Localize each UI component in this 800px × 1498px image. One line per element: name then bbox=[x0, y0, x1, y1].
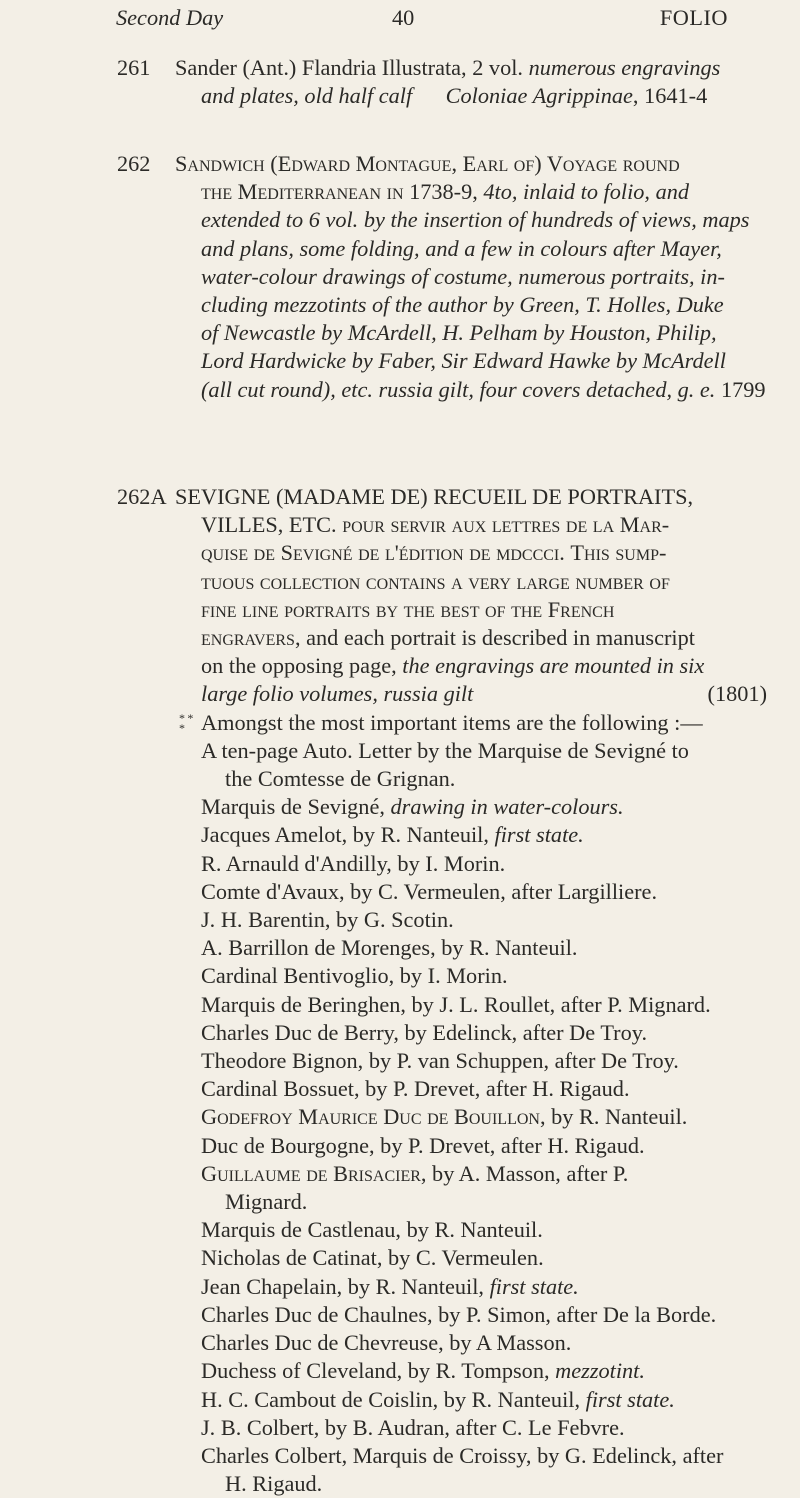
description-line bbox=[175, 1301, 775, 1329]
description-line bbox=[175, 765, 775, 793]
description-line bbox=[175, 539, 775, 567]
description-line bbox=[175, 1273, 775, 1301]
text-run: Theodore Bignon, by P. van Schuppen, after De Troy. bbox=[201, 1048, 679, 1074]
text-run: large folio volumes, russia gilt bbox=[201, 681, 474, 707]
description-line bbox=[175, 1244, 775, 1272]
text-run: the Comtesse de Grignan. bbox=[225, 766, 456, 792]
text-run: Jacques Amelot, by R. Nanteuil, bbox=[201, 822, 495, 848]
description-line bbox=[175, 1103, 775, 1131]
description-line bbox=[175, 54, 775, 82]
text-run bbox=[412, 83, 445, 108]
text-run: SEVIGNE (MADAME DE) RECUEIL DE PORTRAITS, bbox=[175, 484, 694, 509]
description-line bbox=[175, 1075, 775, 1103]
text-run: cluding mezzotints of the author by Green, T. Holles, Duke bbox=[201, 292, 724, 318]
text-run: Amongst the most important items are the following :— bbox=[201, 709, 703, 735]
text-run: numerous engravings bbox=[528, 55, 721, 80]
text-run: 1799 bbox=[715, 376, 766, 402]
description-line bbox=[175, 624, 775, 652]
lot-number: 262A bbox=[117, 484, 167, 509]
text-run: quise de Sevigné de l'édition de mdcccі. This sump- bbox=[201, 540, 667, 566]
text-run: fine line portraits by the best of the French bbox=[201, 596, 615, 622]
text-run: of Newcastle by McArdell, H. Pelham by Houston, Philip, bbox=[201, 320, 717, 346]
text-run: H. Rigaud. bbox=[225, 1471, 323, 1497]
text-run: , by A. Masson, after P. bbox=[420, 1160, 629, 1186]
text-run: the engravings are mounted in six bbox=[402, 653, 705, 679]
description-line bbox=[175, 319, 775, 347]
description-line bbox=[175, 850, 775, 878]
text-run: J. B. Colbert, by B. Audran, after C. Le Febvre. bbox=[201, 1414, 625, 1440]
text-run: Marquis de Castlenau, by R. Nanteuil. bbox=[201, 1217, 543, 1243]
description-line bbox=[175, 680, 775, 708]
description-line bbox=[175, 596, 775, 624]
running-header bbox=[0, 4, 800, 36]
text-run: Sander (Ant.) Flandria Illustrata, 2 vol. bbox=[175, 55, 529, 80]
text-run: Mignard. bbox=[225, 1189, 308, 1215]
text-run: first state. bbox=[489, 1273, 579, 1299]
lot-description bbox=[175, 483, 775, 1498]
description-line bbox=[175, 962, 775, 990]
asterism-mark: * * * bbox=[179, 710, 194, 735]
description-line bbox=[175, 568, 775, 596]
page-number: 40 bbox=[392, 5, 415, 30]
text-run: Charles Colbert, Marquis de Croissy, by G. Edelinck, after bbox=[201, 1442, 724, 1468]
description-line bbox=[175, 1329, 775, 1357]
text-run: first state. bbox=[585, 1386, 675, 1412]
text-run: pour servir aux lettres de la Mar- bbox=[342, 512, 670, 538]
text-run: Godefroy Maurice Duc de Bouillon bbox=[201, 1104, 540, 1130]
text-run: Sandwich (Edward Montague, Earl of) Voyage round bbox=[175, 151, 680, 176]
description-line bbox=[175, 878, 775, 906]
description-line bbox=[175, 709, 775, 737]
description-line bbox=[175, 150, 775, 178]
header-day: Second Day bbox=[116, 5, 224, 30]
text-run: Nicholas de Catinat, by C. Vermeulen. bbox=[201, 1245, 544, 1271]
text-run: VILLES, ETC. bbox=[201, 512, 343, 538]
description-line bbox=[175, 1442, 775, 1470]
text-run: , and each portrait is described in manuscript bbox=[294, 625, 695, 651]
text-run: engravers bbox=[201, 625, 295, 651]
description-line bbox=[175, 376, 775, 404]
text-run: mezzotint. bbox=[555, 1358, 645, 1384]
lot-description bbox=[175, 150, 775, 404]
description-line bbox=[175, 821, 775, 849]
text-run: (1801) bbox=[707, 681, 767, 707]
text-run: Charles Duc de Berry, by Edelinck, after De Troy. bbox=[201, 1019, 648, 1045]
description-line bbox=[175, 1357, 775, 1385]
text-run: Jean Chapelain, by R. Nanteuil, bbox=[201, 1273, 490, 1299]
description-line bbox=[175, 1019, 775, 1047]
lot-number: 262 bbox=[117, 151, 151, 176]
text-run: J. H. Barentin, by G. Scotin. bbox=[201, 907, 454, 933]
text-run: Lord Hardwicke by Faber, Sir Edward Hawke by McArdell bbox=[201, 348, 726, 374]
description-line bbox=[175, 347, 775, 375]
description-line bbox=[175, 263, 775, 291]
text-run: first state. bbox=[494, 822, 584, 848]
text-run: , 1641-4 bbox=[632, 83, 708, 109]
text-run: Cardinal Bentivoglio, by I. Morin. bbox=[201, 963, 508, 989]
header-format: FOLIO bbox=[659, 5, 728, 30]
text-run: Cardinal Bossuet, by P. Drevet, after H. Rigaud. bbox=[201, 1076, 630, 1102]
text-run: 4to, inlaid to folio, and bbox=[483, 179, 690, 205]
text-run: A ten-page Auto. Letter by the Marquise de Sevigné to bbox=[201, 737, 689, 763]
description-line bbox=[175, 906, 775, 934]
description-line bbox=[175, 483, 775, 511]
text-run: on the opposing page, bbox=[201, 653, 403, 679]
text-run: tuous collection contains a very large number of bbox=[201, 568, 670, 594]
text-run: and plans, some folding, and a few in colours after Mayer, bbox=[201, 235, 722, 261]
text-run: water-colour drawings of costume, numerous portraits, in- bbox=[201, 263, 725, 289]
text-run: Comte d'Avaux, by C. Vermeulen, after Largilliere. bbox=[201, 878, 658, 904]
description-line bbox=[175, 1470, 775, 1498]
description-line bbox=[175, 178, 775, 206]
text-run: H. C. Cambout de Coislin, by R. Nanteuil, bbox=[201, 1386, 586, 1412]
description-line bbox=[175, 934, 775, 962]
description-line bbox=[175, 1160, 775, 1188]
lot-description bbox=[175, 54, 775, 110]
text-run: and plates, old half calf bbox=[201, 83, 413, 109]
description-line bbox=[175, 82, 775, 110]
text-run: the Mediterranean in bbox=[201, 179, 404, 205]
description-line bbox=[175, 652, 775, 680]
text-run: , by R. Nanteuil. bbox=[539, 1104, 688, 1130]
text-run: Charles Duc de Chevreuse, by A Masson. bbox=[201, 1330, 572, 1356]
description-line bbox=[175, 793, 775, 821]
text-run: 1738-9, bbox=[403, 179, 484, 205]
text-run: (all cut round), etc. russia gilt, four covers detached, g. e. bbox=[201, 376, 716, 402]
text-run: Coloniae Agrippinae bbox=[445, 83, 633, 109]
description-line bbox=[175, 511, 775, 539]
description-line bbox=[175, 1188, 775, 1216]
text-run: Charles Duc de Chaulnes, by P. Simon, after De la Borde. bbox=[201, 1301, 717, 1327]
description-line bbox=[175, 1216, 775, 1244]
text-run: extended to 6 vol. by the insertion of hundreds of views, maps bbox=[201, 207, 750, 233]
text-run: Duc de Bourgogne, by P. Drevet, after H. Rigaud. bbox=[201, 1132, 645, 1158]
description-line bbox=[175, 291, 775, 319]
text-run: R. Arnauld d'Andilly, by I. Morin. bbox=[201, 850, 506, 876]
text-run: A. Barrillon de Morenges, by R. Nanteuil. bbox=[201, 935, 578, 961]
text-run: Marquis de Beringhen, by J. L. Roullet, after P. Mignard. bbox=[201, 991, 711, 1017]
description-line bbox=[175, 1386, 775, 1414]
description-line bbox=[175, 235, 775, 263]
description-line bbox=[175, 1047, 775, 1075]
text-run: drawing in water-colours. bbox=[390, 794, 624, 820]
text-run: Guillaume de Brisacier bbox=[201, 1160, 421, 1186]
description-line bbox=[175, 1414, 775, 1442]
lot-number: 261 bbox=[117, 55, 151, 80]
description-line bbox=[175, 737, 775, 765]
description-line bbox=[175, 991, 775, 1019]
description-line bbox=[175, 1132, 775, 1160]
text-run: Duchess of Cleveland, by R. Tompson, bbox=[201, 1358, 556, 1384]
description-line bbox=[175, 206, 775, 234]
text-run: Marquis de Sevigné, bbox=[201, 794, 391, 820]
